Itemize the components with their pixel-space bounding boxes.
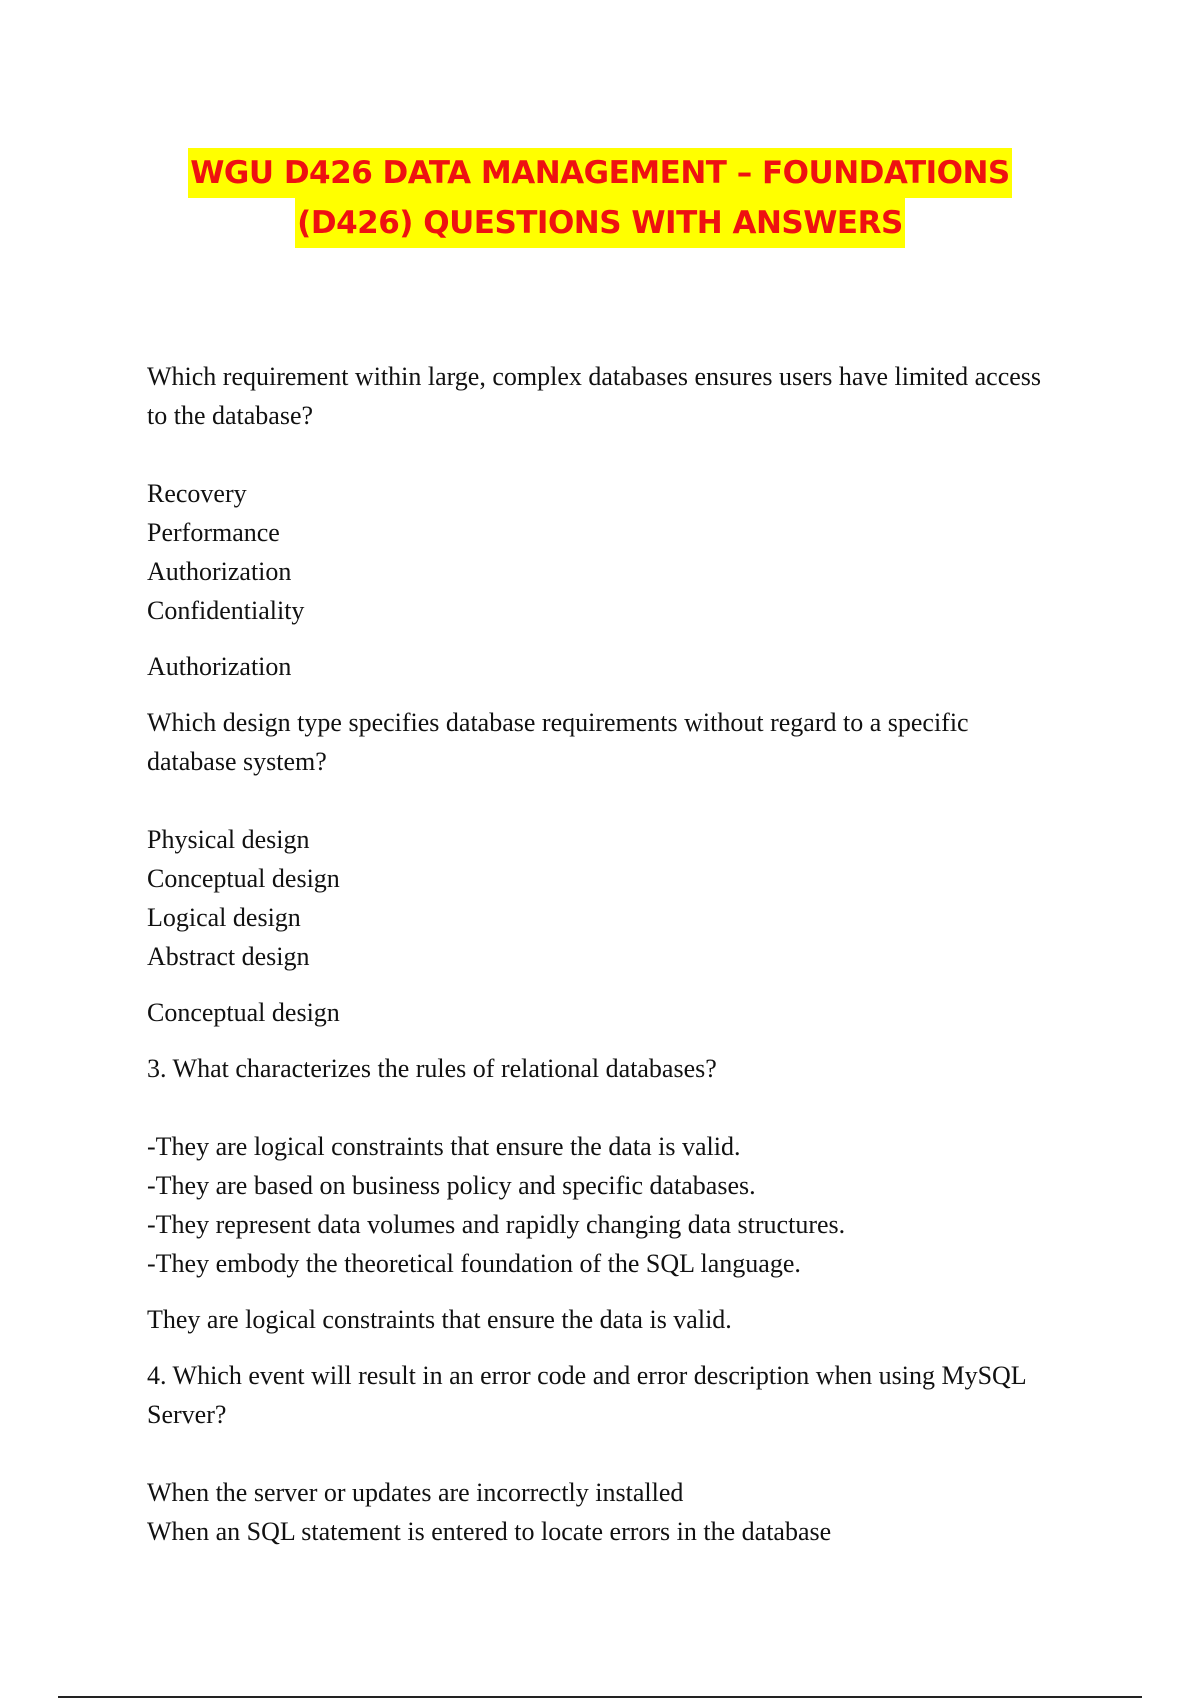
question-text: Which requirement within large, complex databases ensures users have limited access to the database? <box>147 362 1042 430</box>
question-block <box>147 1049 1057 1339</box>
question-text: 3. What characterizes the rules of relational databases? <box>147 1054 717 1083</box>
option-item: Confidentiality <box>147 596 305 625</box>
option-item: -They are based on business policy and specific databases. <box>147 1171 756 1200</box>
document-title <box>0 148 1200 248</box>
question-block <box>147 357 1057 686</box>
question-list <box>147 357 1057 1568</box>
page-bottom-rule <box>58 1696 1142 1698</box>
option-item: Conceptual design <box>147 864 340 893</box>
question-block <box>147 1356 1057 1551</box>
title-line-2: (D426) QUESTIONS WITH ANSWERS <box>295 198 905 248</box>
answer-text: Authorization <box>147 652 292 681</box>
option-item: -They represent data volumes and rapidly changing data structures. <box>147 1210 846 1239</box>
option-item: Abstract design <box>147 942 310 971</box>
option-list <box>147 1127 1057 1283</box>
option-item: Performance <box>147 518 280 547</box>
question-text: 4. Which event will result in an error code and error description when using MySQL Server? <box>147 1361 1026 1429</box>
option-item: When the server or updates are incorrectly installed <box>147 1478 684 1507</box>
answer-text: They are logical constraints that ensure the data is valid. <box>147 1305 732 1334</box>
option-item: -They embody the theoretical foundation of the SQL language. <box>147 1249 801 1278</box>
option-list <box>147 1473 1057 1551</box>
title-line-1: WGU D426 DATA MANAGEMENT – FOUNDATIONS <box>188 148 1012 198</box>
question-block <box>147 703 1057 1032</box>
option-list <box>147 820 1057 976</box>
answer-text: Conceptual design <box>147 998 340 1027</box>
option-item: -They are logical constraints that ensure the data is valid. <box>147 1132 741 1161</box>
option-item: When an SQL statement is entered to locate errors in the database <box>147 1517 832 1546</box>
option-item: Logical design <box>147 903 301 932</box>
option-item: Physical design <box>147 825 310 854</box>
option-list <box>147 474 1057 630</box>
option-item: Authorization <box>147 557 292 586</box>
option-item: Recovery <box>147 479 247 508</box>
question-text: Which design type specifies database requirements without regard to a specific database system? <box>147 708 969 776</box>
